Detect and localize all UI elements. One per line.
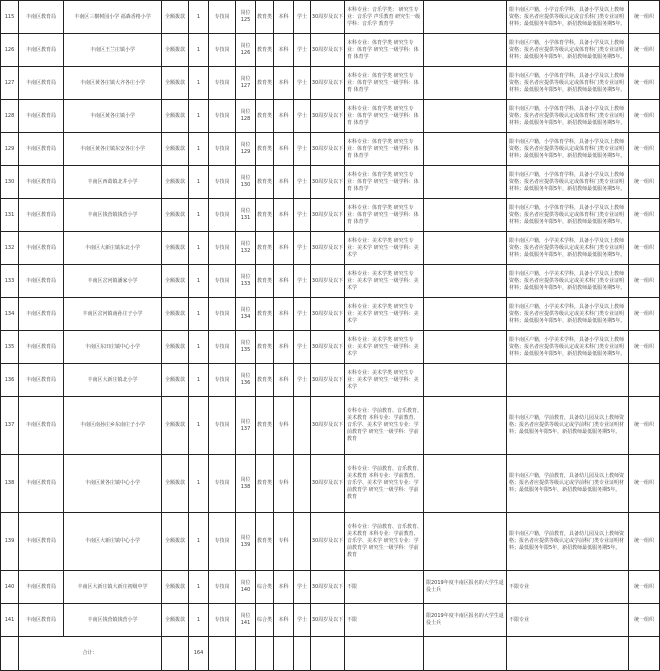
major-requirement: 本科专业：体育学类 研究生专业：体育学 研究生一级学科：体育 体育学 — [345, 133, 424, 166]
post-code: 岗位131 — [236, 199, 256, 232]
hire-count: 1 — [189, 604, 209, 637]
age-limit: 30周岁及以下 — [311, 364, 345, 397]
major-requirement: 本科专业：美术学类 研究生专业：美术学 研究生一级学科：美术学 — [345, 232, 424, 265]
degree: 学士 — [294, 265, 311, 298]
unit-name: 丰南区大新庄镇中心小学 — [64, 513, 162, 571]
department: 丰南区教育局 — [19, 1, 64, 34]
remarks: 不限专业 — [507, 571, 629, 604]
row-number: 138 — [1, 455, 19, 513]
department: 丰南区教育局 — [19, 232, 64, 265]
age-limit: 30周岁及以下 — [311, 604, 345, 637]
degree: 学士 — [294, 331, 311, 364]
remarks: 限丰南区户籍，小学美术学科，具备小学及以上教师资格；报名者应提供等级认定或美术科门类专业证明材料；最低服务年限5年，新招教师最低服务期5年。 — [507, 265, 629, 298]
funding-type: 全额拨款 — [162, 133, 189, 166]
table-row — [1, 34, 660, 67]
unit-name: 丰南区三樹树园小学 福森香格小学 — [64, 1, 162, 34]
department: 丰南区教育局 — [19, 364, 64, 397]
major-requirement: 专科专业：学前教育、音乐教育、美术教育 本科专业：学前教育、音乐学、美术学 研究生专业：学前教育学 研究生一级学科：学前教育 — [345, 513, 424, 571]
major-category: 教育类 — [256, 100, 274, 133]
degree: 学士 — [294, 1, 311, 34]
education: 本科 — [274, 166, 294, 199]
major-category: 教育类 — [256, 133, 274, 166]
unit-name: 丰南区东田庄镇中心小学 — [64, 331, 162, 364]
table-row — [1, 67, 660, 100]
post-code: 岗位133 — [236, 265, 256, 298]
major-category: 教育类 — [256, 166, 274, 199]
age-limit: 30周岁及以下 — [311, 34, 345, 67]
major-requirement: 本科专业：体育学类 研究生专业：体育学 研究生一级学科：体育 体育学 — [345, 34, 424, 67]
education: 本科 — [274, 133, 294, 166]
exam-method: 统一组织 — [629, 1, 660, 34]
unit-name: 丰南区黄各庄镇东安各庄小学 — [64, 133, 162, 166]
age-limit: 30周岁及以下 — [311, 331, 345, 364]
hire-count: 1 — [189, 331, 209, 364]
major-requirement: 本科专业：体育学类 研究生专业：体育学 研究生一级学科：体育 体育学 — [345, 100, 424, 133]
remarks: 限丰南区户籍，学前教育，具备幼儿园及以上教师资格；报名者应提供等级认定或学前科门类专业证明材料；最低服务年限5年，新招教师最低服务期5年。 — [507, 513, 629, 571]
funding-type: 全额拨款 — [162, 100, 189, 133]
hire-count: 1 — [189, 67, 209, 100]
table-row — [1, 455, 660, 513]
total-count: 164 — [189, 637, 209, 671]
age-limit: 30周岁及以下 — [311, 1, 345, 34]
department: 丰南区教育局 — [19, 513, 64, 571]
funding-type: 全额拨款 — [162, 604, 189, 637]
hire-count: 1 — [189, 34, 209, 67]
hire-count: 1 — [189, 265, 209, 298]
remarks: 限丰南区户籍，小学体育学科，具备小学及以上教师资格；报名者应提供等级认定或体育科门类专业证明材料；最低服务年限5年，新招教师最低服务期5年。 — [507, 100, 629, 133]
degree — [294, 455, 311, 513]
exam-method: 统一组织 — [629, 67, 660, 100]
table-row — [1, 199, 660, 232]
degree: 学士 — [294, 604, 311, 637]
age-limit: 30周岁及以下 — [311, 455, 345, 513]
table-row — [1, 571, 660, 604]
unit-name: 丰南区岔河镇南孙庄子小学 — [64, 298, 162, 331]
major-category: 教育类 — [256, 232, 274, 265]
major-category: 综合类 — [256, 604, 274, 637]
age-limit: 30周岁及以下 — [311, 265, 345, 298]
age-limit: 30周岁及以下 — [311, 513, 345, 571]
post-code: 岗位139 — [236, 513, 256, 571]
unit-name: 丰南区大新庄镇北小学 — [64, 364, 162, 397]
age-limit: 30周岁及以下 — [311, 571, 345, 604]
row-number: 129 — [1, 133, 19, 166]
other-condition: 限2019年度丰南区报名的大学生退役士兵 — [424, 571, 507, 604]
other-condition — [424, 1, 507, 34]
education: 本科 — [274, 604, 294, 637]
other-condition — [424, 455, 507, 513]
age-limit: 30周岁及以下 — [311, 133, 345, 166]
other-condition — [424, 397, 507, 455]
other-condition — [424, 100, 507, 133]
major-category: 教育类 — [256, 513, 274, 571]
remarks — [507, 364, 629, 397]
post-category: 专技岗 — [209, 232, 236, 265]
exam-method: 统一组织 — [629, 265, 660, 298]
remarks: 限丰南区户籍，小学美术学科，具备小学及以上教师资格；报名者应提供等级认定或美术科门类专业证明材料；最低服务年限5年，新招教师最低服务期5年。 — [507, 232, 629, 265]
remarks: 限丰南区户籍，学前教育，具备幼儿园及以上教师资格；报名者应提供等级认定或学前科门类专业证明材料；最低服务年限5年，新招教师最低服务期5年。 — [507, 397, 629, 455]
remarks: 限丰南区户籍，小学音乐学科，具备小学及以上教师资格；报名者应提供等级认定或音乐科门类专业证明材料；最低服务年限5年，新招教师最低服务期5年。 — [507, 1, 629, 34]
remarks: 限丰南区户籍，小学体育学科，具备小学及以上教师资格；报名者应提供等级认定或体育科门类专业证明材料；最低服务年限5年，新招教师最低服务期5年。 — [507, 67, 629, 100]
table-row — [1, 331, 660, 364]
major-requirement: 不限 — [345, 571, 424, 604]
post-category: 专技岗 — [209, 199, 236, 232]
other-condition — [424, 331, 507, 364]
hire-count: 1 — [189, 364, 209, 397]
hire-count: 1 — [189, 1, 209, 34]
post-code: 岗位132 — [236, 232, 256, 265]
hire-count: 1 — [189, 100, 209, 133]
table-row — [1, 265, 660, 298]
table-row — [1, 133, 660, 166]
table-row — [1, 1, 660, 34]
major-requirement: 本科专业：体育学类 研究生专业：体育学 研究生一级学科：体育 体育学 — [345, 199, 424, 232]
total-blank — [1, 637, 19, 671]
degree: 学士 — [294, 34, 311, 67]
unit-name: 丰南区西葛镇北井小学 — [64, 166, 162, 199]
age-limit: 30周岁及以下 — [311, 199, 345, 232]
department: 丰南区教育局 — [19, 34, 64, 67]
remarks: 限丰南区户籍，小学体育学科，具备小学及以上教师资格；报名者应提供等级认定或体育科门类专业证明材料；最低服务年限5年，新招教师最低服务期5年。 — [507, 34, 629, 67]
row-number: 134 — [1, 298, 19, 331]
education: 本科 — [274, 331, 294, 364]
hire-count: 1 — [189, 199, 209, 232]
funding-type: 全额拨款 — [162, 34, 189, 67]
row-number: 128 — [1, 100, 19, 133]
unit-name: 丰南区黄各庄镇中心小学 — [64, 455, 162, 513]
department: 丰南区教育局 — [19, 397, 64, 455]
exam-method: 统一组织 — [629, 298, 660, 331]
table-row — [1, 298, 660, 331]
post-category: 专技岗 — [209, 133, 236, 166]
degree: 学士 — [294, 100, 311, 133]
table-row — [1, 232, 660, 265]
department: 丰南区教育局 — [19, 298, 64, 331]
education: 本科 — [274, 298, 294, 331]
age-limit: 30周岁及以下 — [311, 100, 345, 133]
degree: 学士 — [294, 364, 311, 397]
education: 本科 — [274, 232, 294, 265]
education: 本科 — [274, 571, 294, 604]
row-number: 126 — [1, 34, 19, 67]
post-category: 专技岗 — [209, 67, 236, 100]
funding-type: 全额拨款 — [162, 199, 189, 232]
unit-name: 丰南区王兰庄镇小学 — [64, 34, 162, 67]
major-requirement: 专科专业：学前教育、音乐教育、美术教育 本科专业：学前教育、音乐学、美术学 研究生专业：学前教育学 研究生一级学科：学前教育 — [345, 455, 424, 513]
exam-method: 统一组织 — [629, 455, 660, 513]
funding-type: 全额拨款 — [162, 397, 189, 455]
other-condition — [424, 133, 507, 166]
major-requirement: 本科专业：美术学类 研究生专业：美术学 研究生一级学科：美术学 — [345, 331, 424, 364]
major-requirement: 本科专业：音乐学类； 研究生专业：音乐学 声乐教育 研究生一级学科：音乐学 教育学 — [345, 1, 424, 34]
major-category: 教育类 — [256, 265, 274, 298]
age-limit: 30周岁及以下 — [311, 232, 345, 265]
unit-name: 丰南区钱营镇钱营小学 — [64, 604, 162, 637]
hire-count: 1 — [189, 397, 209, 455]
row-number: 130 — [1, 166, 19, 199]
degree: 学士 — [294, 133, 311, 166]
funding-type: 全额拨款 — [162, 166, 189, 199]
age-limit: 30周岁及以下 — [311, 166, 345, 199]
other-condition — [424, 67, 507, 100]
other-condition — [424, 232, 507, 265]
department: 丰南区教育局 — [19, 571, 64, 604]
funding-type: 全额拨款 — [162, 298, 189, 331]
funding-type: 全额拨款 — [162, 1, 189, 34]
major-category: 教育类 — [256, 1, 274, 34]
degree — [294, 513, 311, 571]
post-code: 岗位129 — [236, 133, 256, 166]
funding-type: 全额拨款 — [162, 455, 189, 513]
exam-method: 统一组织 — [629, 199, 660, 232]
department: 丰南区教育局 — [19, 67, 64, 100]
major-requirement: 本科专业：美术学类 研究生专业：美术学 研究生一级学科：美术学 — [345, 265, 424, 298]
unit-name: 丰南区岔河镇潘家小学 — [64, 265, 162, 298]
exam-method — [629, 364, 660, 397]
post-code: 岗位137 — [236, 397, 256, 455]
other-condition — [424, 265, 507, 298]
exam-method: 统一组织 — [629, 232, 660, 265]
major-requirement: 本科专业：体育学类 研究生专业：体育学 研究生一级学科：体育 体育学 — [345, 67, 424, 100]
row-number: 139 — [1, 513, 19, 571]
unit-name: 丰南区黄各庄镇大齐各庄小学 — [64, 67, 162, 100]
post-code: 岗位138 — [236, 455, 256, 513]
row-number: 115 — [1, 1, 19, 34]
major-category: 教育类 — [256, 397, 274, 455]
education: 本科 — [274, 1, 294, 34]
table-row — [1, 100, 660, 133]
age-limit: 30周岁及以下 — [311, 298, 345, 331]
table-row — [1, 604, 660, 637]
row-number: 141 — [1, 604, 19, 637]
other-condition — [424, 166, 507, 199]
post-code: 岗位128 — [236, 100, 256, 133]
post-code: 岗位136 — [236, 364, 256, 397]
exam-method: 统一组织 — [629, 604, 660, 637]
department: 丰南区教育局 — [19, 133, 64, 166]
hire-count: 1 — [189, 298, 209, 331]
post-category: 专技岗 — [209, 331, 236, 364]
hire-count: 1 — [189, 455, 209, 513]
degree: 学士 — [294, 166, 311, 199]
row-number: 131 — [1, 199, 19, 232]
post-code: 岗位130 — [236, 166, 256, 199]
post-code: 岗位135 — [236, 331, 256, 364]
major-category: 教育类 — [256, 34, 274, 67]
unit-name: 丰南区南孙庄乡东南庄子小学 — [64, 397, 162, 455]
major-requirement: 不限 — [345, 604, 424, 637]
post-category: 专技岗 — [209, 34, 236, 67]
degree — [294, 397, 311, 455]
other-condition — [424, 34, 507, 67]
remarks: 限丰南区户籍，小学体育学科，具备小学及以上教师资格；报名者应提供等级认定或体育科门类专业证明材料；最低服务年限5年，新招教师最低服务期5年。 — [507, 133, 629, 166]
exam-method: 统一组织 — [629, 166, 660, 199]
funding-type: 全额拨款 — [162, 265, 189, 298]
post-category: 专技岗 — [209, 100, 236, 133]
education: 专科 — [274, 397, 294, 455]
post-category: 专技岗 — [209, 455, 236, 513]
exam-method: 统一组织 — [629, 331, 660, 364]
row-number: 136 — [1, 364, 19, 397]
hire-count: 1 — [189, 133, 209, 166]
major-requirement: 本科专业：体育学类 研究生专业：体育学 研究生一级学科：体育 体育学 — [345, 166, 424, 199]
remarks: 限丰南区户籍，小学美术学科，具备小学及以上教师资格；报名者应提供等级认定或美术科门类专业证明材料；最低服务年限5年，新招教师最低服务期5年。 — [507, 298, 629, 331]
education: 专科 — [274, 455, 294, 513]
exam-method: 统一组织 — [629, 513, 660, 571]
department: 丰南区教育局 — [19, 166, 64, 199]
unit-name: 丰南区钱营镇钱营小学 — [64, 199, 162, 232]
major-category: 教育类 — [256, 455, 274, 513]
remarks: 不限专业 — [507, 604, 629, 637]
exam-method: 统一组织 — [629, 34, 660, 67]
major-category: 综合类 — [256, 571, 274, 604]
post-category: 专技岗 — [209, 604, 236, 637]
total-blank — [162, 637, 189, 671]
funding-type: 全额拨款 — [162, 571, 189, 604]
major-requirement: 本科专业：美术学类 研究生专业：美术学 研究生一级学科：美术学 — [345, 364, 424, 397]
remarks: 限丰南区户籍，学前教育，具备幼儿园及以上教师资格；报名者应提供等级认定或学前科门类专业证明材料；最低服务年限5年，新招教师最低服务期5年。 — [507, 455, 629, 513]
degree: 学士 — [294, 298, 311, 331]
education: 本科 — [274, 364, 294, 397]
major-category: 教育类 — [256, 364, 274, 397]
department: 丰南区教育局 — [19, 455, 64, 513]
major-requirement: 本科专业：美术学类 研究生专业：美术学 研究生一级学科：美术学 — [345, 298, 424, 331]
post-category: 专技岗 — [209, 397, 236, 455]
major-category: 教育类 — [256, 67, 274, 100]
table-row — [1, 397, 660, 455]
major-category: 教育类 — [256, 298, 274, 331]
department: 丰南区教育局 — [19, 100, 64, 133]
other-condition — [424, 513, 507, 571]
education: 本科 — [274, 100, 294, 133]
exam-method: 统一组织 — [629, 100, 660, 133]
education: 本科 — [274, 34, 294, 67]
total-label: 合计： — [19, 637, 162, 671]
degree: 学士 — [294, 67, 311, 100]
exam-method: 统一组织 — [629, 397, 660, 455]
post-category: 专技岗 — [209, 1, 236, 34]
row-number: 135 — [1, 331, 19, 364]
unit-name: 丰南区大新庄镇大新庄初级中学 — [64, 571, 162, 604]
degree: 学士 — [294, 199, 311, 232]
remarks: 限丰南区户籍，小学美术学科，具备小学及以上教师资格；报名者应提供等级认定或美术科门类专业证明材料；最低服务年限5年，新招教师最低服务期5年。 — [507, 331, 629, 364]
education: 本科 — [274, 199, 294, 232]
exam-method: 统一组织 — [629, 133, 660, 166]
row-number: 140 — [1, 571, 19, 604]
other-condition — [424, 364, 507, 397]
hire-count: 1 — [189, 513, 209, 571]
department: 丰南区教育局 — [19, 199, 64, 232]
post-category: 专技岗 — [209, 513, 236, 571]
row-number: 137 — [1, 397, 19, 455]
hire-count: 1 — [189, 571, 209, 604]
unit-name: 丰南区黄各庄镇小学 — [64, 100, 162, 133]
row-number: 133 — [1, 265, 19, 298]
table-row — [1, 166, 660, 199]
post-category: 专技岗 — [209, 265, 236, 298]
degree: 学士 — [294, 232, 311, 265]
unit-name: 丰南区大新庄镇东北小学 — [64, 232, 162, 265]
funding-type: 全额拨款 — [162, 364, 189, 397]
hire-count: 1 — [189, 166, 209, 199]
post-code: 岗位140 — [236, 571, 256, 604]
total-row — [1, 637, 660, 671]
remarks: 限丰南区户籍，小学体育学科，具备小学及以上教师资格；报名者应提供等级认定或体育科门类专业证明材料；最低服务年限5年，新招教师最低服务期5年。 — [507, 166, 629, 199]
table-row — [1, 364, 660, 397]
remarks: 限丰南区户籍，小学体育学科，具备小学及以上教师资格；报名者应提供等级认定或体育科门类专业证明材料；最低服务年限5年，新招教师最低服务期5年。 — [507, 199, 629, 232]
post-category: 专技岗 — [209, 166, 236, 199]
post-code: 岗位127 — [236, 67, 256, 100]
post-code: 岗位125 — [236, 1, 256, 34]
exam-method: 统一组织 — [629, 571, 660, 604]
age-limit: 30周岁及以下 — [311, 67, 345, 100]
funding-type: 全额拨款 — [162, 331, 189, 364]
post-category: 专技岗 — [209, 364, 236, 397]
funding-type: 全额拨款 — [162, 232, 189, 265]
department: 丰南区教育局 — [19, 265, 64, 298]
post-category: 专技岗 — [209, 298, 236, 331]
row-number: 132 — [1, 232, 19, 265]
post-code: 岗位141 — [236, 604, 256, 637]
other-condition — [424, 298, 507, 331]
major-category: 教育类 — [256, 331, 274, 364]
hire-count: 1 — [189, 232, 209, 265]
funding-type: 全额拨款 — [162, 67, 189, 100]
department: 丰南区教育局 — [19, 331, 64, 364]
degree: 学士 — [294, 571, 311, 604]
age-limit: 30周岁及以下 — [311, 397, 345, 455]
other-condition — [424, 199, 507, 232]
post-category: 专技岗 — [209, 571, 236, 604]
post-code: 岗位134 — [236, 298, 256, 331]
other-condition: 限2019年度丰南区报名的大学生退役士兵 — [424, 604, 507, 637]
education: 专科 — [274, 513, 294, 571]
major-requirement: 专科专业：学前教育、音乐教育、美术教育 本科专业：学前教育、音乐学、美术学 研究生专业：学前教育学 研究生一级学科：学前教育 — [345, 397, 424, 455]
department: 丰南区教育局 — [19, 604, 64, 637]
major-category: 教育类 — [256, 199, 274, 232]
row-number: 127 — [1, 67, 19, 100]
education: 本科 — [274, 67, 294, 100]
education: 本科 — [274, 265, 294, 298]
funding-type: 全额拨款 — [162, 513, 189, 571]
post-code: 岗位126 — [236, 34, 256, 67]
table-row — [1, 513, 660, 571]
